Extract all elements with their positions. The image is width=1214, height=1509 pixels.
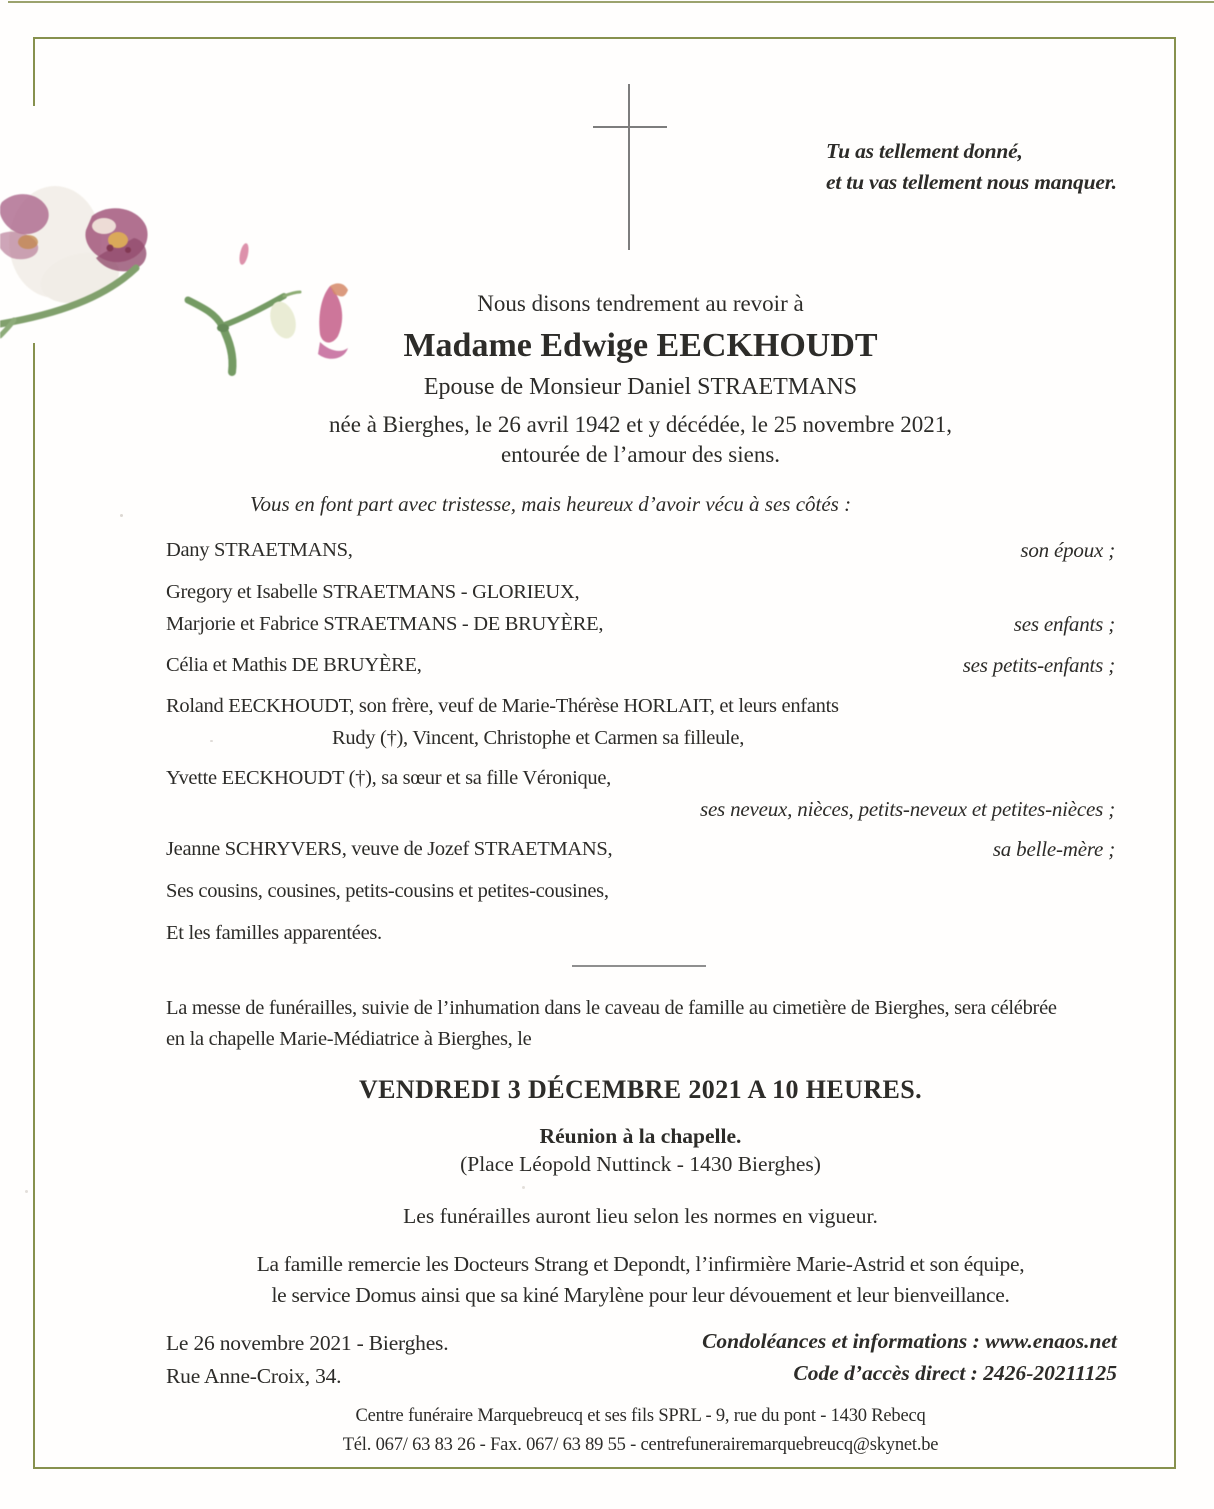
relation-label: sa belle-mère ; <box>992 837 1115 861</box>
family-member-name: Dany STRAETMANS, <box>166 539 353 561</box>
birth-death-line: née à Bierghes, le 26 avril 1942 et y décédée, le 25 novembre 2021, <box>329 412 952 437</box>
surrounded-line: entourée de l’amour des siens. <box>500 442 781 467</box>
relation-label: ses neveux, nièces, petits-neveux et petites-nièces ; <box>699 797 1115 821</box>
ceremony-datetime: VENDREDI 3 DÉCEMBRE 2021 A 10 HEURES. <box>358 1075 923 1104</box>
family-row <box>166 649 1115 681</box>
scan-edge-line <box>8 1 1214 3</box>
family-row <box>166 875 1115 907</box>
ceremony-line-1: La messe de funérailles, suivie de l’inhumation dans le caveau de famille au cimetière de Bierghes, sera célébrée <box>166 997 1057 1019</box>
relation-label: ses petits-enfants ; <box>962 653 1115 677</box>
funeral-home-footer <box>166 1402 1115 1460</box>
deceased-name: Madame Edwige EECKHOUDT <box>403 327 878 364</box>
relation-label: ses enfants ; <box>1013 612 1115 636</box>
cross-icon <box>593 126 667 128</box>
family-member-name: Yvette EECKHOUDT (†), sa sœur et sa fille Véronique, <box>166 767 612 789</box>
scan-speck <box>25 1190 28 1193</box>
family-row <box>166 793 1115 825</box>
family-row <box>166 690 1115 754</box>
epitaph-line-1: Tu as tellement donné, <box>826 139 1023 163</box>
family-row <box>166 534 1115 566</box>
announcement-header <box>166 291 1115 470</box>
family-member-name: Célia et Mathis DE BRUYÈRE, <box>166 654 422 676</box>
meeting-place: (Place Léopold Nuttinck - 1430 Bierghes) <box>460 1152 821 1176</box>
scan-speck <box>210 740 213 742</box>
closing-date-address <box>166 1327 448 1393</box>
access-code-line: Code d’accès direct : 2426-20211125 <box>793 1361 1117 1385</box>
relation-label: son époux ; <box>1020 538 1115 562</box>
condolences-block <box>702 1325 1117 1389</box>
ceremony-line-2: en la chapelle Marie-Médiatrice à Bierghes, le <box>166 1028 532 1050</box>
family-member-name: Et les familles apparentées. <box>166 922 382 944</box>
condolences-line: Condoléances et informations : www.enaos.net <box>702 1329 1117 1353</box>
family-row <box>166 833 1115 865</box>
meeting-note: Réunion à la chapelle. <box>539 1124 742 1148</box>
closing-date-place: Le 26 novembre 2021 - Bierghes. <box>166 1331 449 1355</box>
section-divider <box>572 965 706 967</box>
covid-note: Les funérailles auront lieu selon les normes en vigueur. <box>403 1204 878 1228</box>
funeral-home-address: Centre funéraire Marquebreucq et ses fils SPRL - 9, rue du pont - 1430 Rebecq <box>355 1406 926 1426</box>
scan-speck <box>522 1186 525 1189</box>
family-member-name: Rudy (†), Vincent, Christophe et Carmen sa filleule, <box>332 727 745 749</box>
family-member-name: Ses cousins, cousines, petits-cousins et petites-cousines, <box>166 880 609 902</box>
ceremony-paragraph <box>166 993 1118 1055</box>
family-announcement-intro: Vous en font part avec tristesse, mais heureux d’avoir vécu à ses côtés : <box>250 492 852 516</box>
family-row <box>166 762 1115 794</box>
family-member-name: Marjorie et Fabrice STRAETMANS - DE BRUYÈRE, <box>166 613 604 635</box>
cross-icon <box>628 84 630 250</box>
funeral-home-contact: Tél. 067/ 63 83 26 - Fax. 067/ 63 89 55 - centrefunerairemarquebreucq@skynet.be <box>342 1435 939 1455</box>
family-member-name: Gregory et Isabelle STRAETMANS - GLORIEUX, <box>166 581 580 603</box>
thanks-line-2: le service Domus ainsi que sa kiné Marylène pour leur dévouement et leur bienveillance. <box>271 1283 1010 1307</box>
family-row <box>166 917 1115 949</box>
thanks-line-1: La famille remercie les Docteurs Strang et Depondt, l’infirmière Marie-Astrid et son équipe, <box>256 1252 1025 1276</box>
scan-speck <box>120 514 123 517</box>
closing-address: Rue Anne-Croix, 34. <box>166 1364 342 1388</box>
farewell-intro: Nous disons tendrement au revoir à <box>477 291 804 316</box>
epitaph-line-2: et tu vas tellement nous manquer. <box>826 170 1117 194</box>
thanks-paragraph <box>166 1249 1115 1311</box>
spouse-line: Epouse de Monsieur Daniel STRAETMANS <box>423 374 858 400</box>
epitaph-quote <box>826 136 1117 198</box>
family-row <box>166 576 1115 640</box>
family-member-name: Jeanne SCHRYVERS, veuve de Jozef STRAETMANS, <box>166 838 613 860</box>
family-member-name: Roland EECKHOUDT, son frère, veuf de Marie-Thérèse HORLAIT, et leurs enfants <box>166 695 839 717</box>
